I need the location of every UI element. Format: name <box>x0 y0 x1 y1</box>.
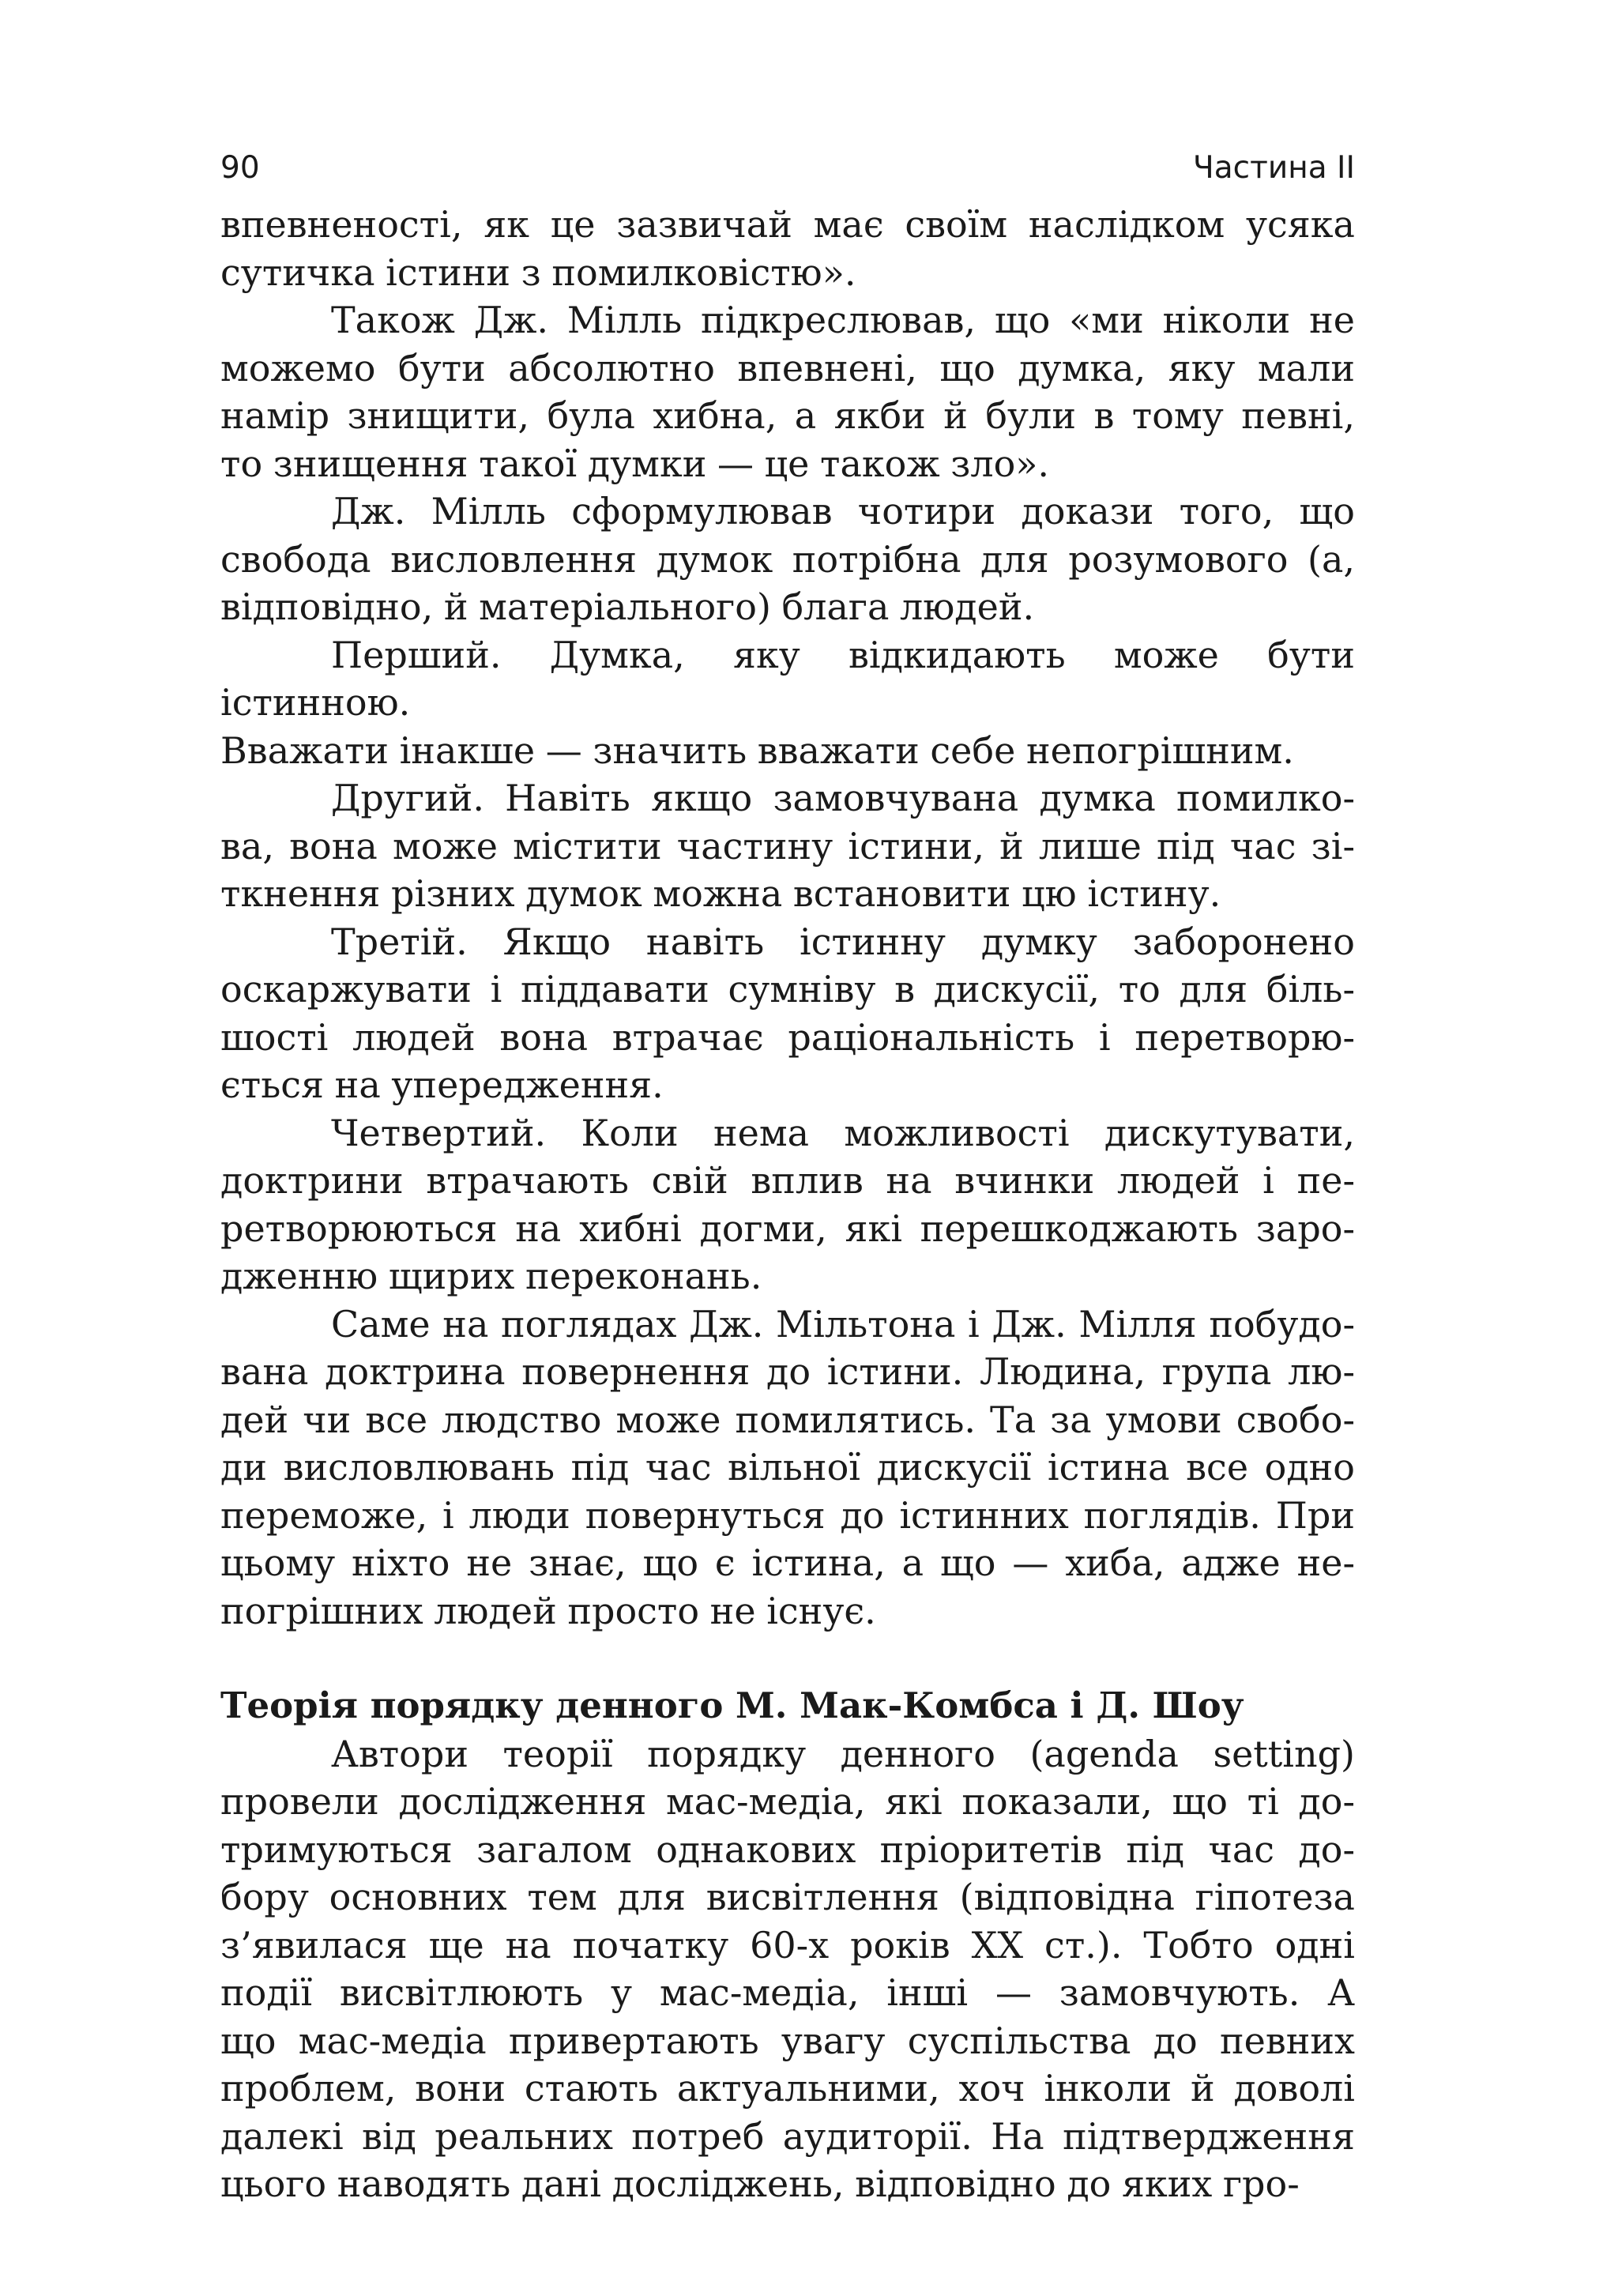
text-line: Третій. Якщо навіть істинну думку заборонено <box>331 920 1355 963</box>
text-line: цьому ніхто не знає, що є істина, а що — хиба, адже не- <box>220 1541 1355 1584</box>
running-head <box>220 150 1355 194</box>
paragraph <box>220 1730 1355 2208</box>
paragraph <box>220 1109 1355 1300</box>
text-line: Також Дж. Мілль підкреслював, що «ми ніколи не <box>331 299 1355 341</box>
text-line: доктрини втрачають свій вплив на вчинки людей і пе- <box>220 1159 1355 1202</box>
text-line: з’явилася ще на початку 60-х років XX ст.). Тобто одні <box>220 1923 1355 1967</box>
text-line: провели дослідження мас-медіа, які показали, що ті до- <box>220 1780 1355 1823</box>
text-line: можемо бути абсолютно впевнені, що думка, яку мали <box>220 346 1355 390</box>
book-page <box>220 150 1355 2208</box>
text-line: цього наводять дані досліджень, відповідно до яких гро- <box>220 2162 1300 2205</box>
text-block-after <box>220 1730 1355 2208</box>
text-line: Другий. Навіть якщо замовчувана думка помилко- <box>331 777 1355 819</box>
text-line: відповідно, й матеріального) блага людей. <box>220 585 1035 628</box>
text-line: Саме на поглядах Дж. Мільтона і Дж. Мілля побудо- <box>331 1302 1355 1346</box>
text-line: вана доктрина повернення до істини. Людина, група лю- <box>220 1350 1355 1393</box>
paragraph <box>220 1300 1355 1635</box>
text-line: впевненості, як це зазвичай має своїм наслідком усяка <box>220 203 1355 246</box>
paragraph <box>220 296 1355 487</box>
section-heading: Теорія порядку денного М. Мак-Комбса і Д. Шоу <box>220 1684 1244 1726</box>
text-line: намір знищити, була хибна, а якби й були в тому певні, <box>220 394 1355 437</box>
text-line: ється на упередження. <box>220 1063 664 1106</box>
text-line: дей чи все людство може помилятись. Та за умови свобо- <box>220 1398 1355 1441</box>
paragraph <box>220 918 1355 1109</box>
text-line: Вважати інакше — значить вважати себе непогрішним. <box>220 728 1294 772</box>
paragraph <box>220 774 1355 918</box>
text-line: Дж. Мілль сформулював чотири докази того, що <box>331 490 1355 533</box>
section-label: Частина II <box>1193 150 1355 186</box>
text-line: Перший. Думка, яку відкидають може бути істинною. <box>220 633 1355 724</box>
paragraph <box>220 487 1355 631</box>
text-line: то знищення такої думки — це також зло». <box>220 442 1050 485</box>
text-line: бору основних тем для висвітлення (відповідна гіпотеза <box>220 1876 1355 1918</box>
text-line: дженню щирих переконань. <box>220 1255 762 1297</box>
paragraph <box>220 631 1355 775</box>
text-line: далекі від реальних потреб аудиторії. На підтвердження <box>220 2114 1355 2158</box>
body-text <box>220 201 1355 2208</box>
text-line: проблем, вони стають актуальними, хоч інколи й доволі <box>220 2067 1355 2110</box>
text-block-before <box>220 201 1355 1635</box>
text-line: свобода висловлення думок потрібна для розумового (а, <box>220 537 1355 581</box>
page-number: 90 <box>220 150 260 186</box>
text-line: Автори теорії порядку денного (agenda setting) <box>331 1732 1355 1775</box>
text-line: переможе, і люди повернуться до істинних поглядів. При <box>220 1493 1355 1537</box>
text-line: погрішних людей просто не існує. <box>220 1589 876 1632</box>
text-line: що мас-медіа привертають увагу суспільства до певних <box>220 2019 1355 2062</box>
text-line: ва, вона може містити частину істини, й лише під час зі- <box>220 824 1355 868</box>
text-line: події висвітлюють у мас-медіа, інші — замовчують. А <box>220 1971 1355 2014</box>
text-line: ретворюються на хибні догми, які перешкоджають заро- <box>220 1206 1355 1250</box>
text-line: ди висловлювань під час вільної дискусії істина все одно <box>220 1446 1355 1489</box>
text-line: тримуються загалом однакових пріоритетів під час до- <box>220 1827 1355 1871</box>
text-line: Четвертий. Коли нема можливості дискутувати, <box>331 1111 1355 1154</box>
text-line: оскаржувати і піддавати сумніву в дискусії, то для біль- <box>220 968 1355 1011</box>
text-line: ткнення різних думок можна встановити цю істину. <box>220 872 1221 915</box>
paragraph <box>220 201 1355 296</box>
text-line: шості людей вона втрачає раціональність і перетворю- <box>220 1015 1355 1059</box>
text-line: сутичка істини з помилковістю». <box>220 250 856 294</box>
